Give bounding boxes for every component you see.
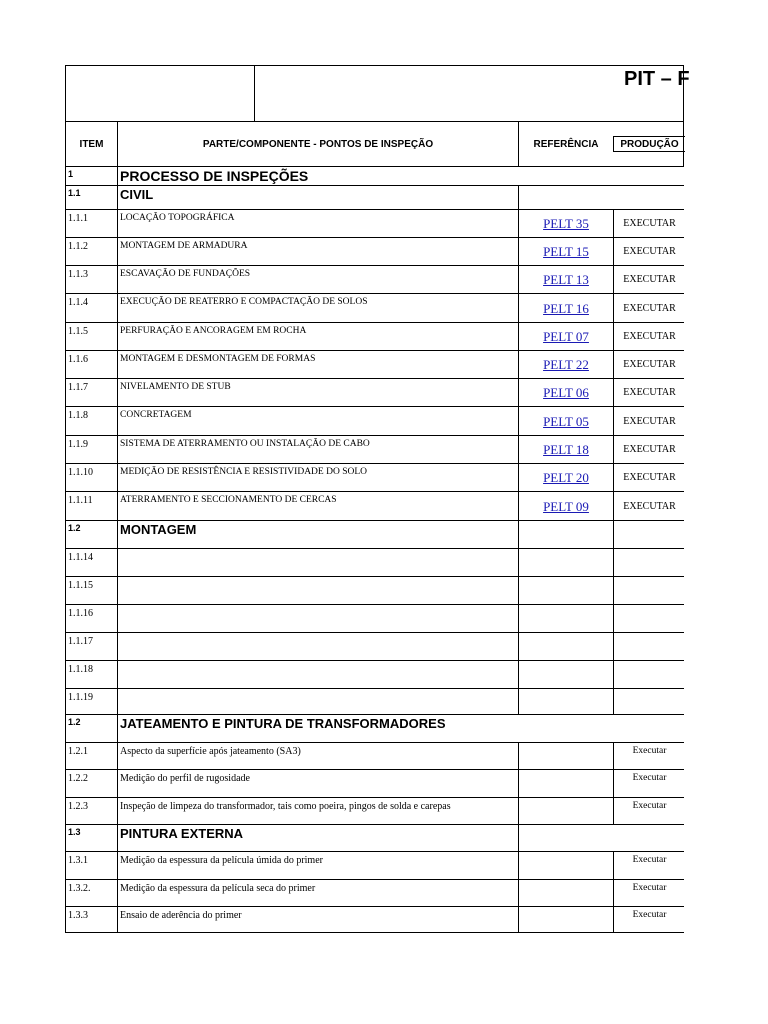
inspection-point-label	[117, 549, 518, 576]
production-status: EXECUTAR	[613, 323, 685, 350]
production-status: EXECUTAR	[613, 379, 685, 406]
reference-link[interactable]: PELT 18	[518, 436, 613, 463]
reference-cell	[518, 577, 613, 604]
item-number: 1.2	[68, 523, 81, 533]
inspection-point-label: MONTAGEM E DESMONTAGEM DE FORMAS	[117, 351, 518, 378]
table-row	[65, 378, 684, 406]
section-row	[65, 520, 684, 548]
production-status	[613, 633, 685, 660]
document-title: PIT – F	[624, 68, 690, 90]
table-row	[65, 293, 684, 322]
production-status: EXECUTAR	[613, 464, 685, 491]
section-row	[65, 714, 684, 742]
production-status: EXECUTAR	[613, 407, 685, 435]
table-row	[65, 322, 684, 350]
table-row	[65, 797, 684, 824]
item-number: 1.1.11	[68, 495, 93, 506]
table-row	[65, 769, 684, 797]
reference-link[interactable]: PELT 16	[518, 294, 613, 322]
item-number: 1.1.17	[68, 636, 93, 647]
production-status	[613, 661, 685, 688]
inspection-point-label: Inspeção de limpeza do transformador, tais como poeira, pingos de solda e carepas	[117, 798, 518, 824]
item-number: 1.2.1	[68, 746, 88, 757]
table-row	[65, 237, 684, 265]
section-title: PINTURA EXTERNA	[117, 825, 518, 851]
item-number: 1	[68, 169, 74, 179]
reference-cell	[518, 549, 613, 576]
table-row	[65, 209, 684, 237]
item-number: 1.1.5	[68, 326, 88, 337]
production-status	[613, 605, 685, 632]
item-number: 1.1.18	[68, 664, 93, 675]
inspection-point-label: Medição do perfil de rugosidade	[117, 770, 518, 797]
inspection-point-label: LOCAÇÃO TOPOGRÁFICA	[117, 210, 518, 237]
production-status: EXECUTAR	[613, 294, 685, 322]
table-row	[65, 463, 684, 491]
section-title: JATEAMENTO E PINTURA DE TRANSFORMADORES	[117, 715, 685, 742]
table-row	[65, 879, 684, 906]
reference-link[interactable]: PELT 09	[518, 492, 613, 520]
item-number: 1.1.4	[68, 297, 88, 308]
item-number: 1.1.10	[68, 467, 93, 478]
production-status	[613, 689, 685, 714]
reference-link[interactable]: PELT 35	[518, 210, 613, 237]
table-row	[65, 632, 684, 660]
reference-cell	[518, 661, 613, 688]
item-number: 1.2	[68, 717, 81, 727]
inspection-point-label: ATERRAMENTO E SECCIONAMENTO DE CERCAS	[117, 492, 518, 520]
production-status: EXECUTAR	[613, 436, 685, 463]
item-number: 1.1.8	[68, 410, 88, 421]
column-header-production	[613, 136, 685, 152]
item-number: 1.1.2	[68, 241, 88, 252]
item-number: 1.3.3	[68, 910, 88, 921]
production-status: Executar	[613, 743, 685, 769]
section-title: MONTAGEM	[117, 521, 518, 548]
table-row	[65, 491, 684, 520]
production-status: EXECUTAR	[613, 266, 685, 293]
item-number: 1.3.2.	[68, 883, 91, 894]
reference-cell	[518, 825, 685, 851]
inspection-point-label: PERFURAÇÃO E ANCORAGEM EM ROCHA	[117, 323, 518, 350]
inspection-point-label	[117, 661, 518, 688]
production-status: EXECUTAR	[613, 492, 685, 520]
reference-cell	[518, 880, 613, 906]
inspection-point-label: CONCRETAGEM	[117, 407, 518, 435]
item-number: 1.1.6	[68, 354, 88, 365]
inspection-point-label: Ensaio de aderência do primer	[117, 907, 518, 932]
production-status: EXECUTAR	[613, 238, 685, 265]
section-row	[65, 166, 684, 185]
reference-cell	[518, 770, 613, 797]
item-number: 1.2.3	[68, 801, 88, 812]
table-row	[65, 906, 684, 933]
reference-link[interactable]: PELT 05	[518, 407, 613, 435]
item-number: 1.1.15	[68, 580, 93, 591]
inspection-point-label	[117, 577, 518, 604]
reference-link[interactable]: PELT 07	[518, 323, 613, 350]
inspection-point-label	[117, 633, 518, 660]
item-number: 1.1.7	[68, 382, 88, 393]
item-number: 1.1.1	[68, 213, 88, 224]
table-row	[65, 548, 684, 576]
reference-link[interactable]: PELT 15	[518, 238, 613, 265]
table-row	[65, 406, 684, 435]
column-header-item: ITEM	[79, 138, 104, 150]
inspection-point-label: MEDIÇÃO DE RESISTÊNCIA E RESISTIVIDADE DO SOLO	[117, 464, 518, 491]
table-row	[65, 742, 684, 769]
inspection-point-label: NIVELAMENTO DE STUB	[117, 379, 518, 406]
reference-link[interactable]: PELT 13	[518, 266, 613, 293]
table-row	[65, 435, 684, 463]
reference-link[interactable]: PELT 06	[518, 379, 613, 406]
item-number: 1.3	[68, 827, 81, 837]
reference-cell	[518, 907, 613, 932]
section-row	[65, 824, 684, 851]
inspection-point-label: SISTEMA DE ATERRAMENTO OU INSTALAÇÃO DE CABO	[117, 436, 518, 463]
item-number: 1.1.19	[68, 692, 93, 703]
item-number: 1.1.16	[68, 608, 93, 619]
item-number: 1.2.2	[68, 773, 88, 784]
reference-cell	[518, 521, 613, 548]
table-row	[65, 688, 684, 714]
item-number: 1.3.1	[68, 855, 88, 866]
reference-cell	[518, 743, 613, 769]
production-cell	[613, 521, 685, 548]
inspection-point-label	[117, 605, 518, 632]
production-status	[613, 577, 685, 604]
table-row	[65, 265, 684, 293]
section-row	[65, 185, 684, 209]
reference-link[interactable]: PELT 22	[518, 351, 613, 378]
reference-cell	[518, 633, 613, 660]
column-header-production-label: PRODUÇÃO	[620, 138, 679, 150]
inspection-point-label: MONTAGEM DE ARMADURA	[117, 238, 518, 265]
section-title: CIVIL	[117, 186, 518, 209]
item-number: 1.1.14	[68, 552, 93, 563]
production-status: Executar	[613, 798, 685, 824]
inspection-point-label: EXECUÇÃO DE REATERRO E COMPACTAÇÃO DE SOLOS	[117, 294, 518, 322]
reference-cell	[518, 852, 613, 879]
table-row	[65, 660, 684, 688]
production-status: EXECUTAR	[613, 351, 685, 378]
table-row	[65, 851, 684, 879]
inspection-point-label: Medição da espessura da película seca do primer	[117, 880, 518, 906]
item-number: 1.1.9	[68, 439, 88, 450]
reference-cell	[518, 689, 613, 714]
production-status: Executar	[613, 880, 685, 906]
reference-cell	[518, 798, 613, 824]
inspection-point-label: ESCAVAÇÃO DE FUNDAÇÕES	[117, 266, 518, 293]
section-title: PROCESSO DE INSPEÇÕES	[117, 167, 685, 185]
reference-cell	[518, 186, 685, 209]
inspection-point-label: Aspecto da superfície após jateamento (SA3)	[117, 743, 518, 769]
table-row	[65, 604, 684, 632]
production-status: EXECUTAR	[613, 210, 685, 237]
production-status: Executar	[613, 770, 685, 797]
table-row	[65, 350, 684, 378]
production-status: Executar	[613, 852, 685, 879]
inspection-point-label: Medição da espessura da película úmida do primer	[117, 852, 518, 879]
reference-cell	[518, 605, 613, 632]
item-number: 1.1	[68, 188, 81, 198]
table-row	[65, 576, 684, 604]
reference-link[interactable]: PELT 20	[518, 464, 613, 491]
column-header-component: PARTE/COMPONENTE - PONTOS DE INSPEÇÃO	[117, 122, 518, 166]
column-header-row	[65, 121, 684, 166]
logo-box	[65, 65, 255, 122]
production-status: Executar	[613, 907, 685, 932]
production-status	[613, 549, 685, 576]
item-number: 1.1.3	[68, 269, 88, 280]
column-header-reference: REFERÊNCIA	[518, 122, 613, 166]
inspection-point-label	[117, 689, 518, 714]
